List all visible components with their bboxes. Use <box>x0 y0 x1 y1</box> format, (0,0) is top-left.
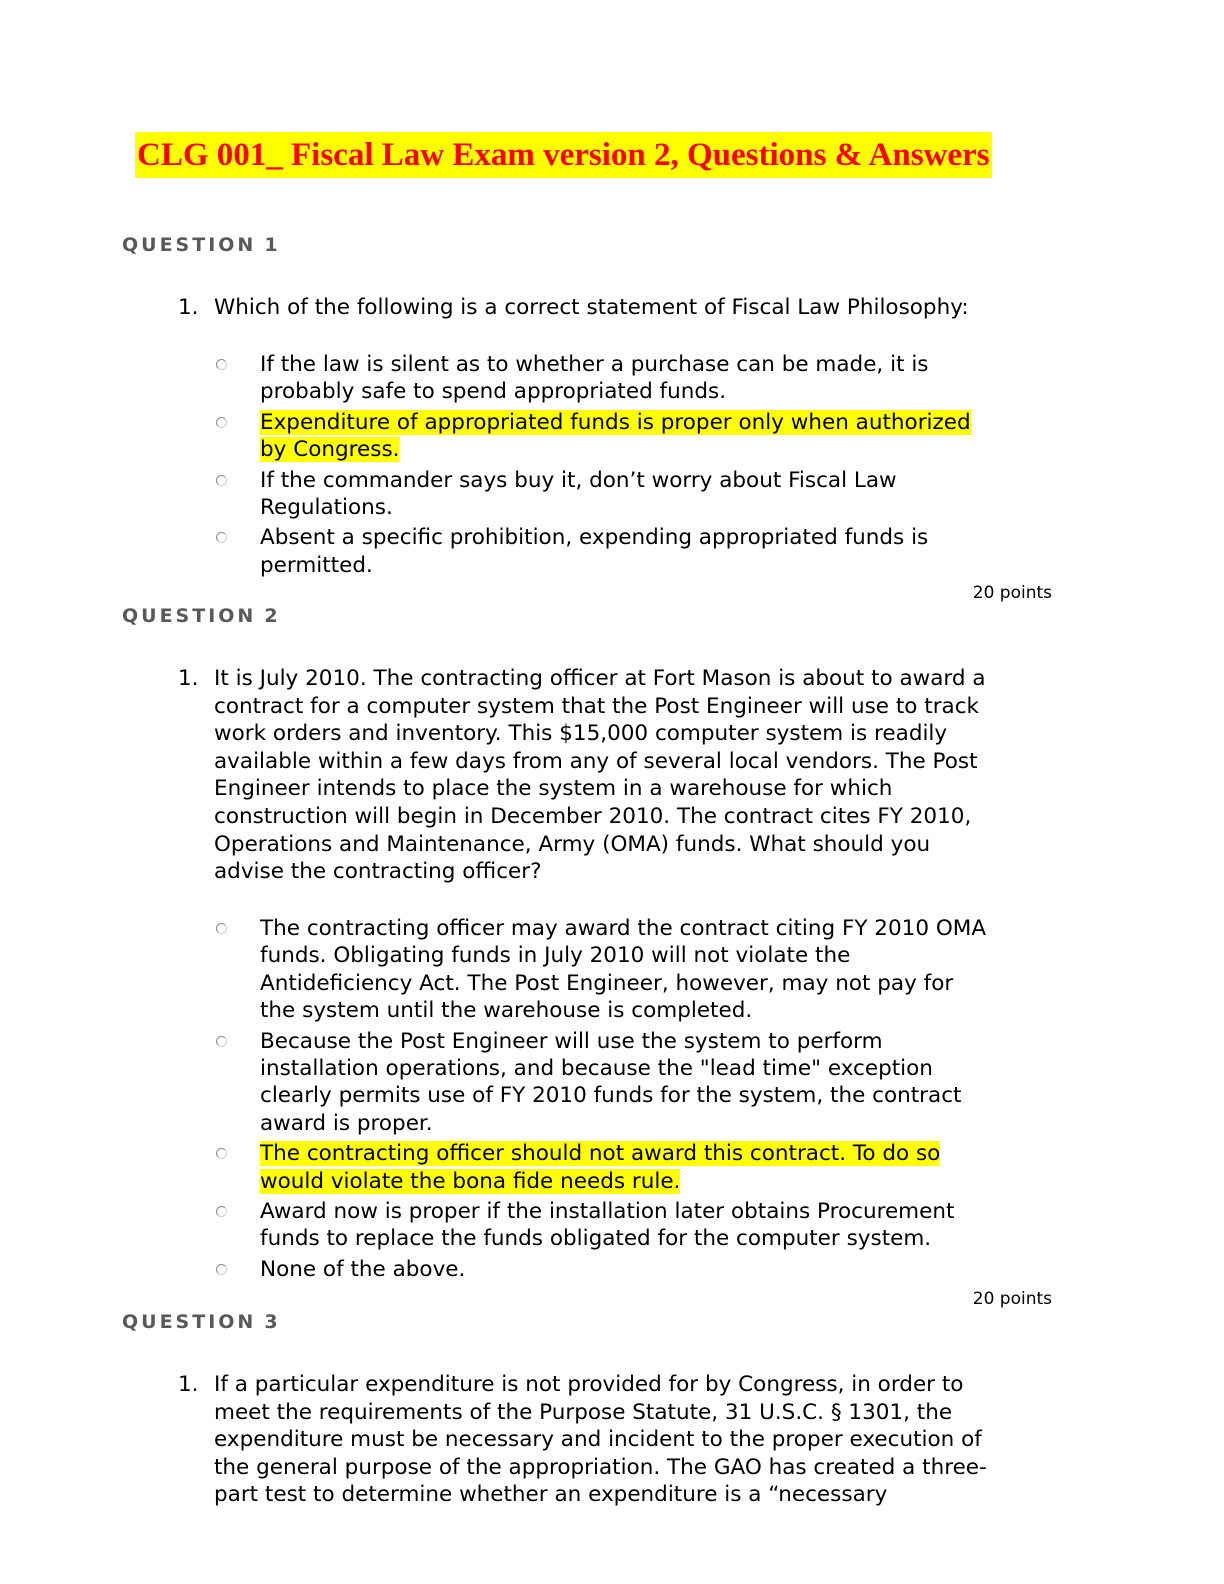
answer-option[interactable] <box>214 1256 986 1283</box>
question-text: Which of the following is a correct statement of Fiscal Law Philosophy: <box>214 295 969 320</box>
option-line: award is proper. <box>260 1110 433 1136</box>
question-text-line: If a particular expenditure is not provided for by Congress, in order to <box>214 1372 964 1397</box>
radio-icon[interactable] <box>216 1036 227 1047</box>
question-1-heading <box>122 234 281 256</box>
question-label: QUESTION <box>122 234 257 256</box>
question-3-heading <box>122 1311 281 1333</box>
answer-option[interactable] <box>214 524 971 579</box>
question-text-line: construction will begin in December 2010. The contract cites FY 2010, <box>214 803 972 829</box>
question-1-points: 20 points <box>972 583 1052 603</box>
item-number: 1. <box>178 666 199 691</box>
document-title: CLG 001_ Fiscal Law Exam version 2, Questions & Answers <box>135 132 992 178</box>
highlighted-option-line: by Congress. <box>260 437 400 463</box>
answer-option[interactable] <box>214 1198 986 1253</box>
option-line: permitted. <box>260 552 373 578</box>
option-line: clearly permits use of FY 2010 funds for the system, the contract <box>260 1083 962 1109</box>
question-text-line: part test to determine whether an expenditure is a “necessary <box>214 1482 888 1508</box>
highlighted-option-line: Expenditure of appropriated funds is proper only when authorized <box>260 409 971 435</box>
question-text-line: work orders and inventory. This $15,000 computer system is readily <box>214 721 948 747</box>
item-number: 1. <box>178 295 199 320</box>
question-label: QUESTION <box>122 1311 257 1333</box>
question-2-points: 20 points <box>972 1289 1052 1309</box>
option-line: Absent a specific prohibition, expending appropriated funds is <box>260 525 929 551</box>
question-text-line: It is July 2010. The contracting officer at Fort Mason is about to award a <box>214 666 986 691</box>
question-label: QUESTION <box>122 605 257 627</box>
answer-option[interactable] <box>214 351 971 406</box>
question-1-options <box>214 351 971 582</box>
question-text-line: expenditure must be necessary and incident to the proper execution of <box>214 1427 982 1453</box>
radio-icon[interactable] <box>216 475 227 486</box>
option-line: Antideficiency Act. The Post Engineer, however, may not pay for <box>260 970 954 996</box>
option-line: the system until the warehouse is completed. <box>260 998 753 1024</box>
answer-option-correct[interactable] <box>214 1140 986 1195</box>
option-line: installation operations, and because the "lead time" exception <box>260 1056 933 1082</box>
question-text-line: available within a few days from any of several local vendors. The Post <box>214 748 978 774</box>
radio-icon[interactable] <box>216 1264 227 1275</box>
answer-option[interactable] <box>214 915 986 1025</box>
answer-option[interactable] <box>214 1028 986 1138</box>
radio-icon[interactable] <box>216 532 227 543</box>
highlighted-option-line: would violate the bona fide needs rule. <box>260 1168 681 1194</box>
radio-icon[interactable] <box>216 923 227 934</box>
question-text-line: advise the contracting officer? <box>214 859 542 885</box>
option-line: funds to replace the funds obligated for the computer system. <box>260 1226 932 1252</box>
question-2-options <box>214 915 986 1286</box>
item-number: 1. <box>178 1372 199 1397</box>
answer-option[interactable] <box>214 467 971 522</box>
question-text <box>214 1371 1074 1509</box>
radio-icon[interactable] <box>216 417 227 428</box>
question-number: 3 <box>264 1311 281 1333</box>
radio-icon[interactable] <box>216 359 227 370</box>
option-line: Regulations. <box>260 495 393 521</box>
question-text-line: the general purpose of the appropriation. The GAO has created a three- <box>214 1454 987 1480</box>
question-number: 2 <box>264 605 281 627</box>
radio-icon[interactable] <box>216 1148 227 1159</box>
question-text-line: Operations and Maintenance, Army (OMA) funds. What should you <box>214 831 931 857</box>
option-line: probably safe to spend appropriated funds. <box>260 379 727 405</box>
option-line: The contracting officer may award the contract citing FY 2010 OMA <box>260 916 987 941</box>
question-text-line: meet the requirements of the Purpose Statute, 31 U.S.C. § 1301, the <box>214 1399 953 1425</box>
question-text-line: Engineer intends to place the system in a warehouse for which <box>214 776 893 802</box>
option-line: Because the Post Engineer will use the system to perform <box>260 1028 883 1054</box>
question-text-line: contract for a computer system that the Post Engineer will use to track <box>214 693 980 719</box>
option-line: Award now is proper if the installation later obtains Procurement <box>260 1199 955 1225</box>
answer-option-correct[interactable] <box>214 409 971 464</box>
question-number: 1 <box>264 234 281 256</box>
option-line: If the law is silent as to whether a purchase can be made, it is <box>260 352 929 377</box>
question-text <box>214 665 1074 886</box>
question-2-heading <box>122 605 281 627</box>
option-line: funds. Obligating funds in July 2010 will not violate the <box>260 943 851 969</box>
highlighted-option-line: The contracting officer should not award this contract. To do so <box>260 1141 941 1167</box>
option-line: None of the above. <box>260 1256 466 1282</box>
radio-icon[interactable] <box>216 1206 227 1217</box>
option-line: If the commander says buy it, don’t worry about Fiscal Law <box>260 467 897 493</box>
